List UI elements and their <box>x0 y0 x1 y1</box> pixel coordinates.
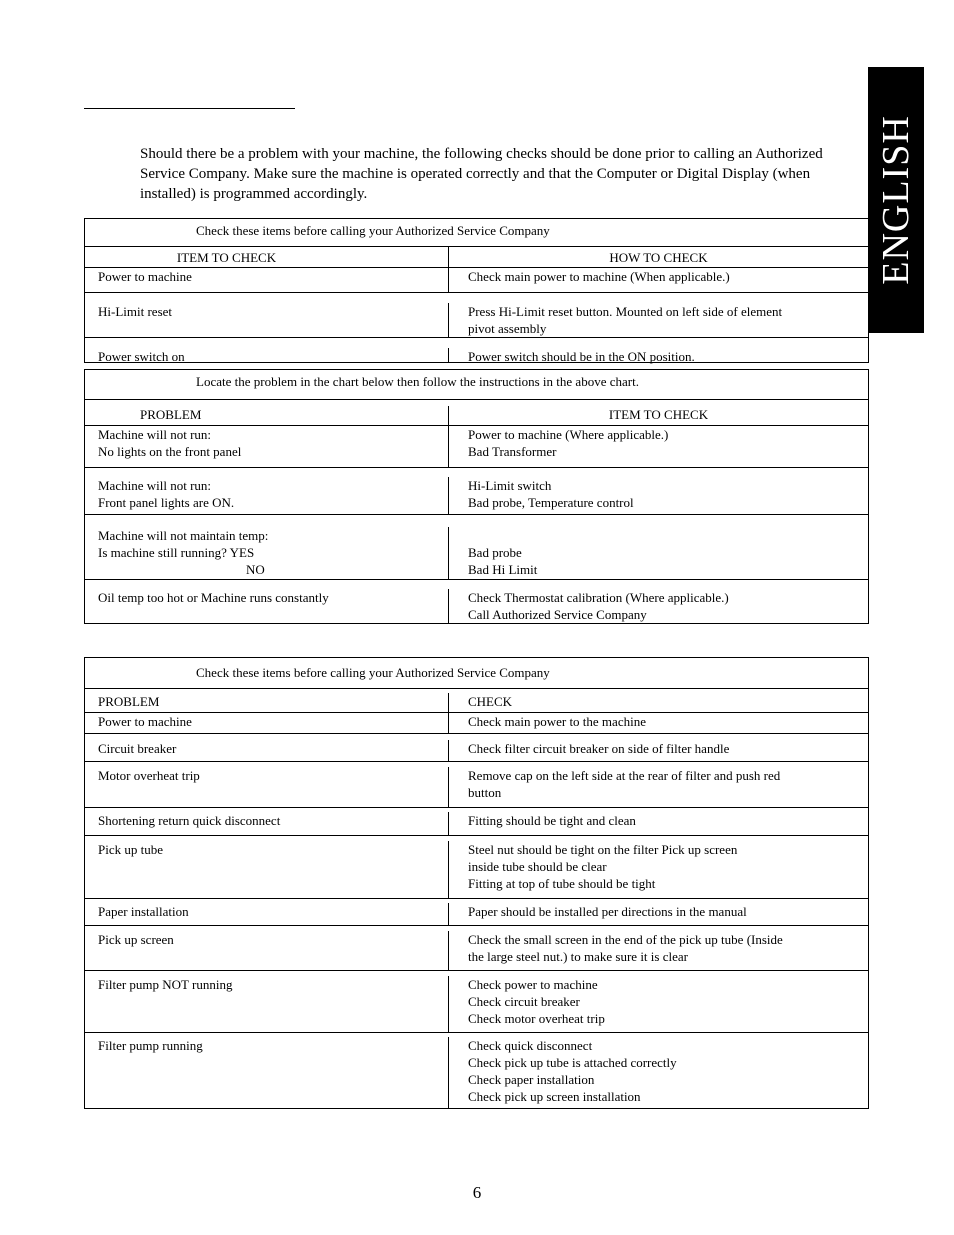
table-row <box>85 426 868 468</box>
column-header-how: HOW TO CHECK <box>609 250 708 265</box>
table-row <box>85 580 868 623</box>
table-row <box>85 338 868 362</box>
table-row <box>85 1033 868 1108</box>
problem-cell: Power to machine <box>85 713 449 733</box>
check-cell: Check Thermostat calibration (Where applicable.) Call Authorized Service Company <box>468 590 729 622</box>
table-row <box>85 515 868 580</box>
check-cell: Bad probe Bad Hi Limit <box>468 545 538 577</box>
problem-cell: Oil temp too hot or Machine runs constantly <box>85 589 449 623</box>
problem-cell: Machine will not run: No lights on the front panel <box>85 426 449 467</box>
problem-cell: Machine will not run: Front panel lights are ON. <box>85 477 449 514</box>
checklist-table <box>84 218 869 363</box>
table-header-row <box>85 247 868 268</box>
problem-cell: Circuit breaker <box>85 740 449 761</box>
table-row <box>85 468 868 515</box>
check-cell: Hi-Limit switch Bad probe, Temperature control <box>468 478 634 510</box>
table-caption: Locate the problem in the chart below then follow the instructions in the above chart. <box>85 370 868 400</box>
how-cell: Press Hi-Limit reset button. Mounted on left side of element pivot assembly <box>468 304 783 336</box>
how-cell: Power switch should be in the ON position. <box>468 349 695 364</box>
check-cell: Remove cap on the left side at the rear of filter and push red button <box>468 768 781 800</box>
table-row <box>85 899 868 926</box>
problem-cell: Paper installation <box>85 903 449 925</box>
item-cell: Power to machine <box>85 268 449 292</box>
table-row <box>85 971 868 1033</box>
table-row <box>85 734 868 762</box>
page-number: 6 <box>472 1183 482 1202</box>
language-tab-label: ENGLISH <box>875 115 918 285</box>
problem-cell: Filter pump running <box>85 1037 449 1108</box>
column-header-problem: PROBLEM <box>85 406 449 425</box>
check-cell: Check the small screen in the end of the pick up tube (Inside the large steel nut.) to make sure it is clear <box>468 932 783 964</box>
item-cell: Hi-Limit reset <box>85 303 449 337</box>
filter-checklist-table <box>84 657 869 1109</box>
column-header-item: ITEM TO CHECK <box>608 407 709 422</box>
table-row <box>85 762 868 808</box>
check-cell: Check quick disconnect Check pick up tube is attached correctly Check paper installation Check pick up screen installation <box>468 1038 677 1104</box>
table-row <box>85 268 868 293</box>
table-header-row <box>85 689 868 713</box>
problem-cell: Pick up screen <box>85 931 449 970</box>
intro-paragraph: Should there be a problem with your machine, the following checks should be done prior to calling an Authorized Service Company. Make sure the machine is operated correctly and that the Computer or Digital Display (when installed) is programmed accordingly. <box>140 146 823 202</box>
table-row <box>85 926 868 971</box>
problem-cell: Machine will not maintain temp: Is machine still running? YES NO <box>85 527 449 579</box>
table-row <box>85 836 868 899</box>
table-caption: Check these items before calling your Authorized Service Company <box>85 219 868 247</box>
table-header-row <box>85 400 868 426</box>
check-cell: Power to machine (Where applicable.) Bad Transformer <box>468 427 669 459</box>
check-cell: Paper should be installed per directions in the manual <box>468 904 747 919</box>
problem-cell: Shortening return quick disconnect <box>85 812 449 835</box>
check-cell: Check main power to the machine <box>468 714 646 729</box>
column-header-check: CHECK <box>468 694 513 709</box>
problem-cell: Motor overheat trip <box>85 767 449 807</box>
column-header-item: ITEM TO CHECK <box>85 247 449 267</box>
heading-rule <box>84 108 295 109</box>
item-cell: Power switch on <box>85 348 449 362</box>
check-cell: Fitting should be tight and clean <box>468 813 636 828</box>
column-header-problem: PROBLEM <box>85 693 449 712</box>
check-cell: Check power to machine Check circuit breaker Check motor overheat trip <box>468 977 605 1026</box>
troubleshooting-table <box>84 369 869 624</box>
table-row <box>85 293 868 338</box>
language-tab <box>868 67 924 333</box>
check-cell: Check filter circuit breaker on side of filter handle <box>468 741 730 756</box>
problem-cell: Filter pump NOT running <box>85 976 449 1032</box>
table-row <box>85 808 868 836</box>
check-cell: Steel nut should be tight on the filter Pick up screen inside tube should be clear Fitting at top of tube should be tight <box>468 842 738 891</box>
table-caption: Check these items before calling your Authorized Service Company <box>85 658 868 689</box>
table-row <box>85 713 868 734</box>
how-cell: Check main power to machine (When applicable.) <box>468 269 730 284</box>
problem-cell: Pick up tube <box>85 841 449 898</box>
